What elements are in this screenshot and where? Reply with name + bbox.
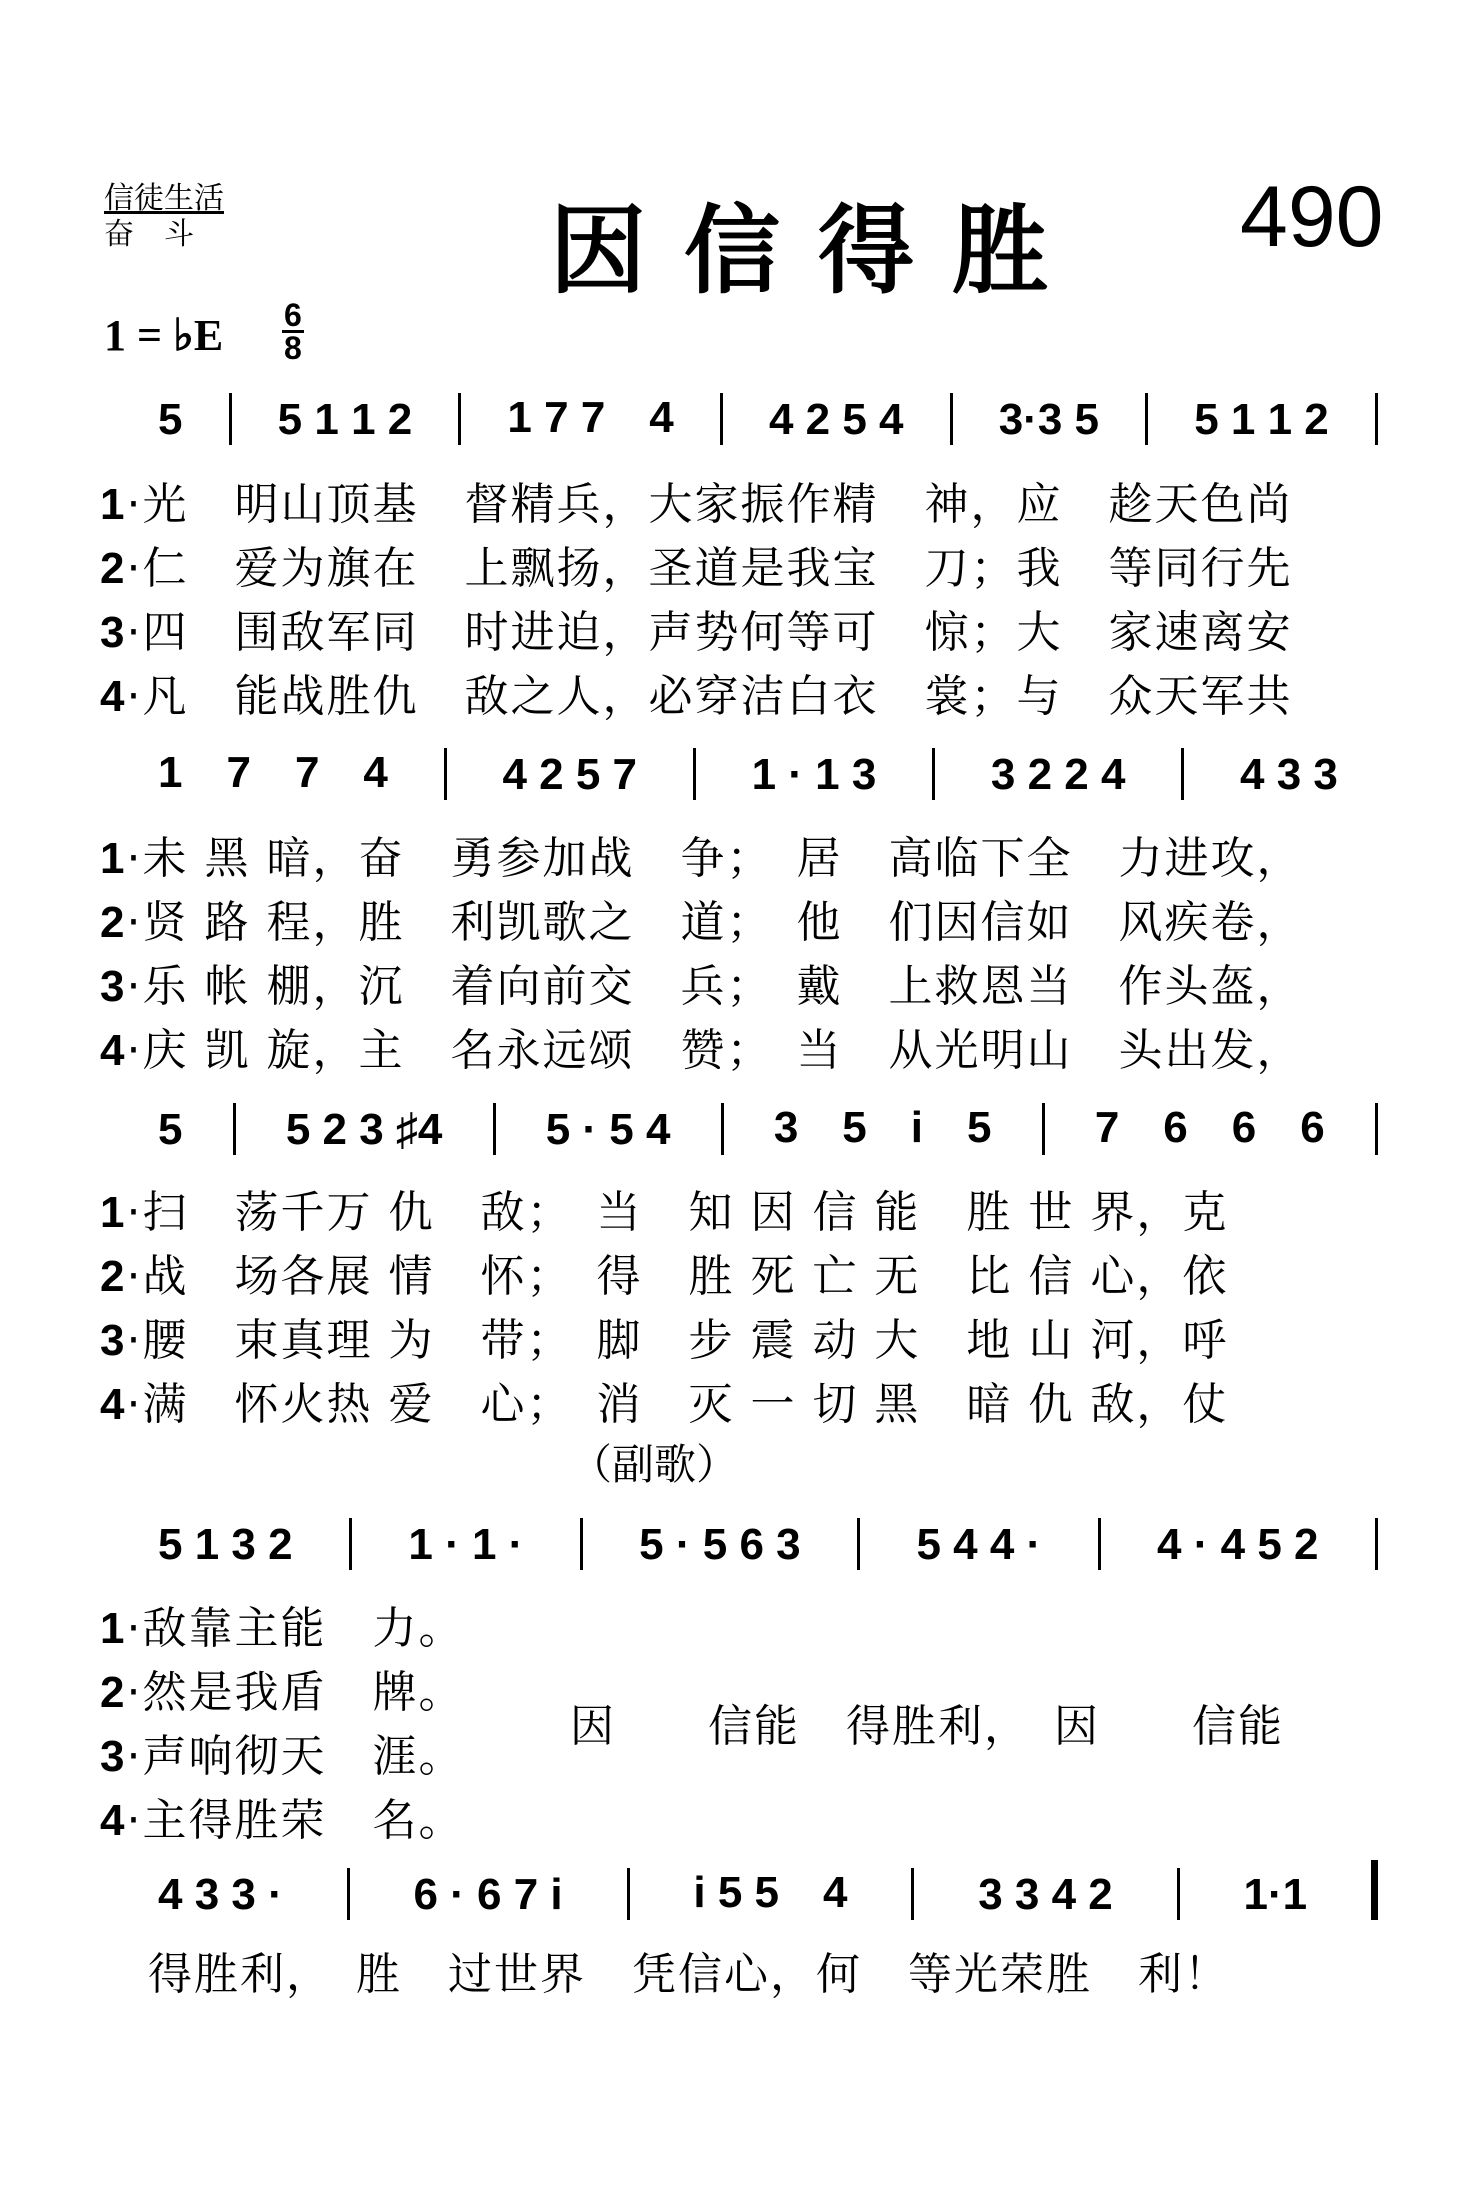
bar-line (857, 1518, 860, 1570)
verse-number: 2 (100, 1252, 127, 1301)
lyric-line: 1·扫 荡千万 仇 敌； 当 知 因 信 能 胜 世 界，克 (100, 1187, 1229, 1238)
bar-line (1375, 393, 1378, 445)
lyric-text: 主得胜荣 名。 (142, 1795, 465, 1846)
measure: 5 (158, 395, 183, 444)
category-primary: 信徒生活 (104, 181, 224, 216)
bar-line (1181, 748, 1184, 800)
bar-line (347, 1868, 350, 1920)
measure: 3 5 i 5 (773, 1103, 992, 1152)
refrain-lyric: 因 信能 得胜利， 因 信能 (570, 1701, 1284, 1752)
verse-number: 2 (100, 1668, 127, 1717)
lyric-line: 1·未 黑 暗，奋 勇参加战 争； 居 高临下全 力进攻， (100, 833, 1303, 884)
bar-line (458, 393, 461, 445)
final-bar-line (1371, 1860, 1378, 1920)
measure: 7 6 6 6 (1094, 1103, 1325, 1152)
time-signature-top: 6 (284, 297, 302, 333)
measure: 5 · 5 6 3 (639, 1520, 801, 1569)
time-signature-bottom: 8 (284, 330, 302, 366)
verse-number: 3 (100, 1732, 127, 1781)
measure: 4 3 3 (1240, 750, 1338, 799)
measure: 3 3 4 2 (978, 1870, 1113, 1919)
measure: 3·3 5 (998, 395, 1099, 444)
verse-number: 1 (100, 834, 127, 883)
bar-line (1177, 1868, 1180, 1920)
lyric-line: 4·凡 能战胜仇 敌之人，必穿洁白衣 裳；与 众天军共 (100, 671, 1293, 722)
measure: 5 1 3 2 (158, 1520, 293, 1569)
bar-line (493, 1103, 496, 1155)
lyric-line: 3·声响彻天 涯。 (100, 1731, 465, 1782)
hymn-number: 490 (1240, 169, 1384, 265)
lyric-text: 未 黑 暗，奋 勇参加战 争； 居 高临下全 力进攻， (142, 833, 1303, 884)
measure: 1 7 7 4 (507, 393, 674, 442)
verse-number: 1 (100, 480, 127, 529)
bar-line (911, 1868, 914, 1920)
measure: 4 · 4 5 2 (1157, 1520, 1319, 1569)
measure: 1·1 (1243, 1870, 1308, 1919)
lyric-line: 4·满 怀火热 爱 心； 消 灭 一 切 黑 暗 仇 敌，仗 (100, 1379, 1229, 1430)
staff-system-5 (158, 1860, 1378, 1920)
category-secondary: 奋 斗 (104, 217, 194, 252)
staff-system-4 (158, 1510, 1378, 1570)
measure: 5 2 3 ♯4 (285, 1105, 443, 1154)
verse-number: 2 (100, 544, 127, 593)
measure: 1 · 1 · (408, 1520, 524, 1569)
lyric-text: 敌靠主能 力。 (142, 1603, 465, 1654)
bar-line (1145, 393, 1148, 445)
lyric-line: 2·贤 路 程，胜 利凯歌之 道； 他 们因信如 风疾卷， (100, 897, 1303, 948)
verse-number: 4 (100, 1026, 127, 1075)
bar-line (580, 1518, 583, 1570)
lyric-line: 4·主得胜荣 名。 (100, 1795, 465, 1846)
verse-number: 4 (100, 672, 127, 721)
lyric-line: 1·光 明山顶基 督精兵，大家振作精 神，应 趁天色尚 (100, 479, 1293, 530)
lyric-line: 2·仁 爱为旗在 上飘扬，圣道是我宝 刀；我 等同行先 (100, 543, 1293, 594)
bar-line (1375, 1518, 1378, 1570)
lyric-text: 贤 路 程，胜 利凯歌之 道； 他 们因信如 风疾卷， (142, 897, 1303, 948)
bar-line (950, 393, 953, 445)
lyric-text: 然是我盾 牌。 (142, 1667, 465, 1718)
bar-line (1375, 1103, 1378, 1155)
verse-number: 3 (100, 608, 127, 657)
bar-line (721, 1103, 724, 1155)
lyric-line: 2·战 场各展 情 怀； 得 胜 死 亡 无 比 信 心，依 (100, 1251, 1229, 1302)
verse-number: 2 (100, 898, 127, 947)
staff-system-2 (158, 740, 1338, 800)
lyric-text: 乐 帐 棚，沉 着向前交 兵； 戴 上救恩当 作头盔， (142, 961, 1303, 1012)
bar-line (229, 393, 232, 445)
refrain-label: （副歌） (570, 1440, 739, 1489)
verse-number: 3 (100, 1316, 127, 1365)
measure: 4 2 5 4 (768, 395, 904, 444)
key-signature: 1 = ♭E (104, 311, 224, 360)
verse-number: 4 (100, 1796, 127, 1845)
bar-line (1042, 1103, 1045, 1155)
lyric-line: 3·腰 束真理 为 带； 脚 步 震 动 大 地 山 河，呼 (100, 1315, 1229, 1366)
measure: 1 · 1 3 (751, 750, 877, 799)
measure: 4 3 3 · (158, 1870, 283, 1919)
bar-line (444, 748, 447, 800)
measure: i 5 5 4 (693, 1868, 848, 1917)
lyric-text: 腰 束真理 为 带； 脚 步 震 动 大 地 山 河，呼 (142, 1315, 1229, 1366)
measure: 1 7 7 4 (158, 748, 388, 797)
staff-system-1 (158, 385, 1378, 445)
measure: 6 · 6 7 i (413, 1870, 563, 1919)
lyric-text: 战 场各展 情 怀； 得 胜 死 亡 无 比 信 心，依 (142, 1251, 1229, 1302)
bar-line (349, 1518, 352, 1570)
verse-number: 1 (100, 1188, 127, 1237)
staff-system-3 (158, 1095, 1378, 1155)
measure: 5 1 1 2 (1194, 395, 1329, 444)
measure: 5 1 1 2 (277, 395, 413, 444)
bar-line (720, 393, 723, 445)
verse-number: 3 (100, 962, 127, 1011)
bar-line (233, 1103, 236, 1155)
lyric-line: 3·四 围敌军同 时进迫，声势何等可 惊；大 家速离安 (100, 607, 1293, 658)
lyric-line: 3·乐 帐 棚，沉 着向前交 兵； 戴 上救恩当 作头盔， (100, 961, 1303, 1012)
lyric-text: 光 明山顶基 督精兵，大家振作精 神，应 趁天色尚 (142, 479, 1293, 530)
measure: 3 2 2 4 (990, 750, 1126, 799)
hymn-title: 因信得胜 (550, 194, 1086, 307)
verse-number: 1 (100, 1604, 127, 1653)
lyric-text: 凡 能战胜仇 敌之人，必穿洁白衣 裳；与 众天军共 (142, 671, 1293, 722)
lyric-text: 扫 荡千万 仇 敌； 当 知 因 信 能 胜 世 界，克 (142, 1187, 1229, 1238)
bar-line (932, 748, 935, 800)
lyric-text: 满 怀火热 爱 心； 消 灭 一 切 黑 暗 仇 敌，仗 (142, 1379, 1229, 1430)
lyric-line: 1·敌靠主能 力。 (100, 1603, 465, 1654)
bar-line (1098, 1518, 1101, 1570)
lyric-text: 庆 凯 旋，主 名永远颂 赞； 当 从光明山 头出发， (142, 1025, 1303, 1076)
lyric-text: 四 围敌军同 时进迫，声势何等可 惊；大 家速离安 (142, 607, 1293, 658)
bar-line (627, 1868, 630, 1920)
lyric-line: 4·庆 凯 旋，主 名永远颂 赞； 当 从光明山 头出发， (100, 1025, 1303, 1076)
lyric-text: 声响彻天 涯。 (142, 1731, 465, 1782)
lyric-line: 2·然是我盾 牌。 (100, 1667, 465, 1718)
measure: 5 4 4 · (916, 1520, 1042, 1569)
lyric-text: 仁 爱为旗在 上飘扬，圣道是我宝 刀；我 等同行先 (142, 543, 1293, 594)
bar-line (693, 748, 696, 800)
measure: 5 (158, 1105, 183, 1154)
final-lyric-line: 得胜利， 胜 过世界 凭信心，何 等光荣胜 利！ (148, 1949, 1230, 2000)
measure: 5 · 5 4 (545, 1105, 671, 1154)
measure: 4 2 5 7 (502, 750, 638, 799)
verse-number: 4 (100, 1380, 127, 1429)
time-signature (282, 297, 304, 366)
